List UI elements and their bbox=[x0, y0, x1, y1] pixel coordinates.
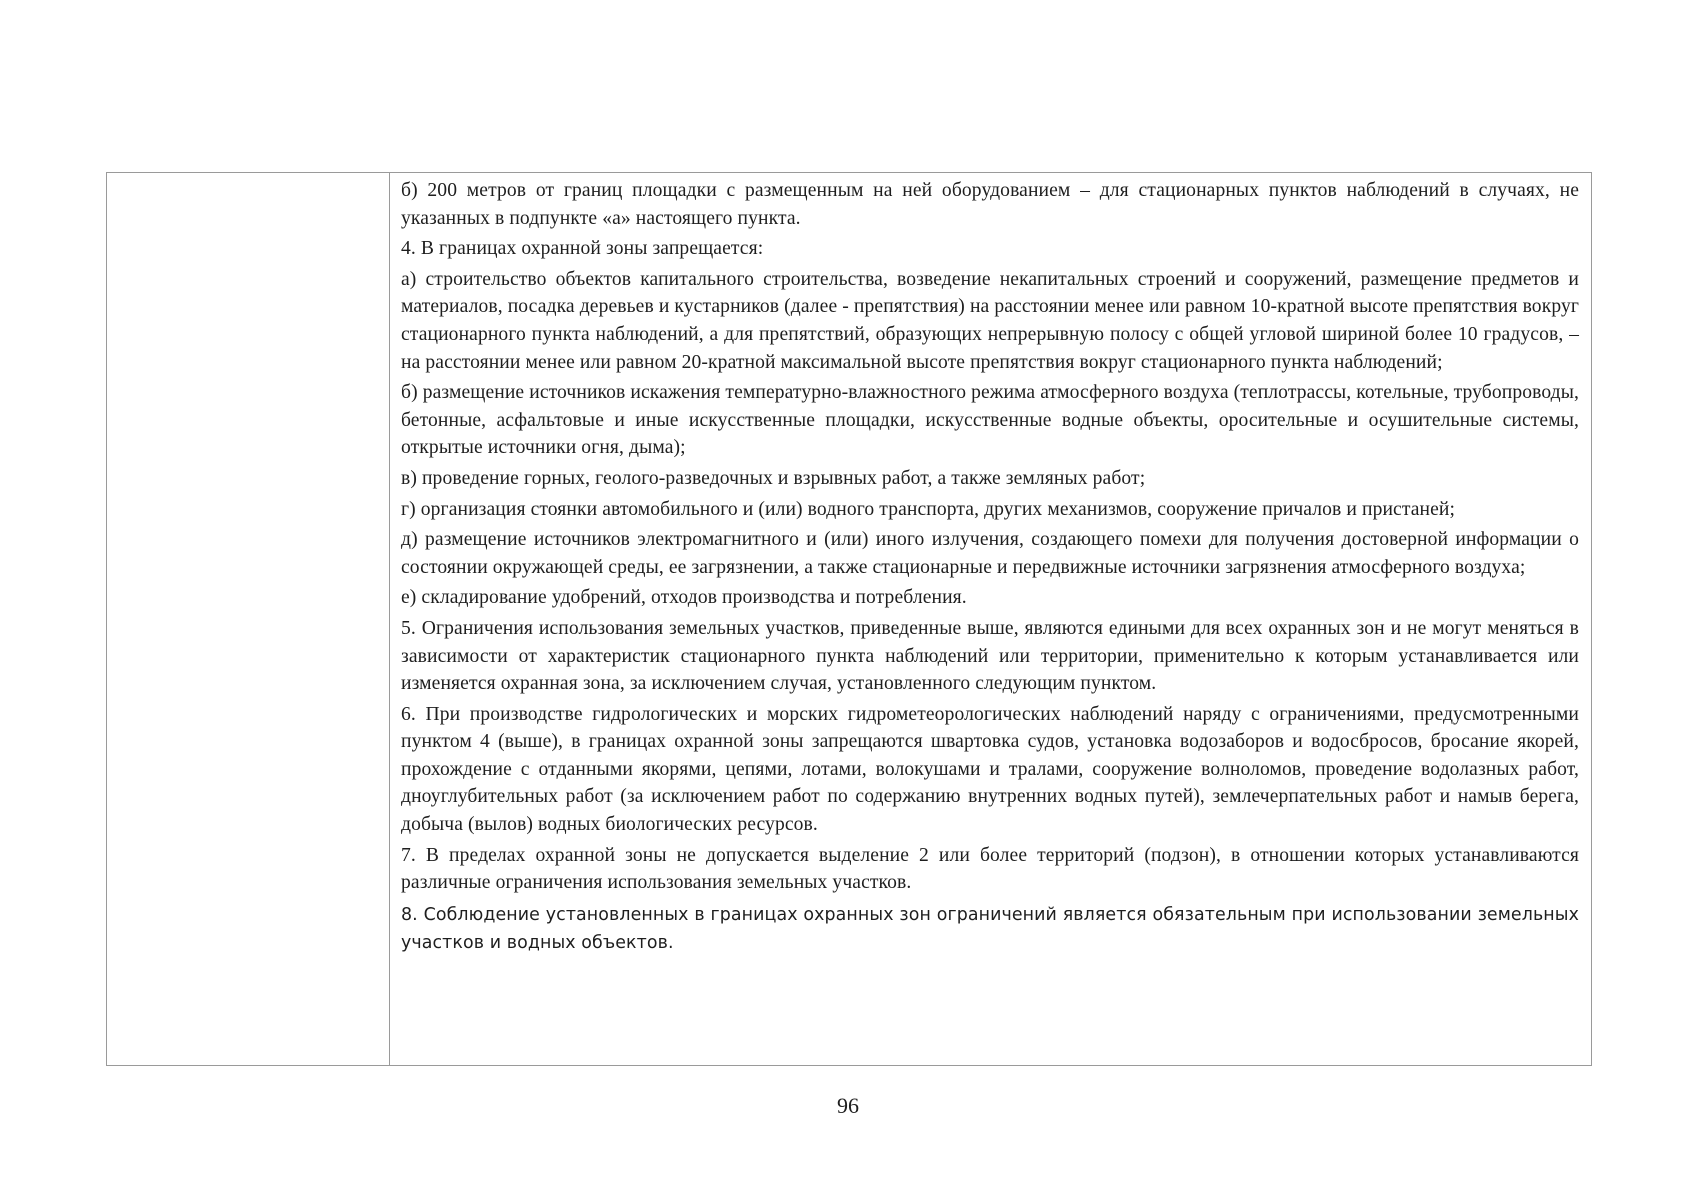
paragraph-4a: а) строительство объектов капитального строительства, возведение некапитальных строений и сооружений, размещение предметов и материалов, посадка деревьев и кустарников (далее - препятствия) на расстоянии менее или равном 10-кратной высоте препятствия вокруг стационарного пункта наблюдений, а для препятствий, образующих непрерывную полосу с общей угловой шириной более 10 градусов, – на расстоянии менее или равном 20-кратной максимальной высоте препятствия вокруг стационарного пункта наблюдений; bbox=[401, 268, 1579, 373]
paragraph-5: 5. Ограничения использования земельных участков, приведенные выше, являются едиными для всех охранных зон и не могут меняться в зависимости от характеристик стационарного пункта наблюдений или территории, применительно к которым устанавливается или изменяется охранная зона, за исключением случая, установленного следующим пунктом. bbox=[401, 617, 1579, 695]
paragraph-4e: е) складирование удобрений, отходов производства и потребления. bbox=[401, 587, 967, 609]
paragraph-7: 7. В пределах охранной зоны не допускается выделение 2 или более территорий (подзон), в отношении которых устанавливаются различные ограничения использования земельных участков. bbox=[401, 844, 1579, 894]
paragraph-6: 6. При производстве гидрологических и морских гидрометеорологических наблюдений наряду с ограничениями, предусмотренными пунктом 4 (выше), в границах охранной зоны запрещаются швартовка судов, установка водозаборов и водосбросов, бросание якорей, прохождение с отданными якорями, цепями, лотами, волокушами и тралами, сооружение волноломов, проведение водолазных работ, дноуглубительных работ (за исключением работ по содержанию внутренних водных путей), землечерпательных работ и намыв берега, добыча (вылов) водных биологических ресурсов. bbox=[401, 703, 1579, 836]
paragraph-4b: б) размещение источников искажения температурно-влажностного режима атмосферного воздуха (теплотрассы, котельные, трубопроводы, бетонные, асфальтовые и иные искусственные площадки, искусственные водные объекты, оросительные и осушительные системы, открытые источники огня, дыма); bbox=[401, 382, 1579, 459]
paragraph-8: 8. Соблюдение установленных в границах охранных зон ограничений является обязательным при использовании земельных участков и водных объектов. bbox=[401, 904, 1579, 953]
table-right-cell bbox=[390, 173, 1591, 1065]
paragraph-4d: д) размещение источников электромагнитного и (или) иного излучения, создающего помехи для получения достоверной информации о состоянии окружающей среды, ее загрязнении, а также стационарные и передвижные источники загрязнения атмосферного воздуха; bbox=[401, 529, 1579, 578]
paragraph-4g: г) организация стоянки автомобильного и (или) водного транспорта, других механизмов, сооружение причалов и пристаней; bbox=[401, 498, 1456, 520]
paragraph-4-heading: 4. В границах охранной зоны запрещается: bbox=[401, 238, 764, 260]
page-number: 96 bbox=[837, 1093, 859, 1118]
table-left-cell bbox=[107, 173, 390, 1065]
paragraph-4v: в) проведение горных, геолого-разведочных и взрывных работ, а также земляных работ; bbox=[401, 467, 1146, 489]
document-table bbox=[106, 172, 1592, 1066]
paragraph-3b: б) 200 метров от границ площадки с размещенным на ней оборудованием – для стационарных пунктов наблюдений в случаях, не указанных в подпункте «а» настоящего пункта. bbox=[401, 180, 1579, 229]
